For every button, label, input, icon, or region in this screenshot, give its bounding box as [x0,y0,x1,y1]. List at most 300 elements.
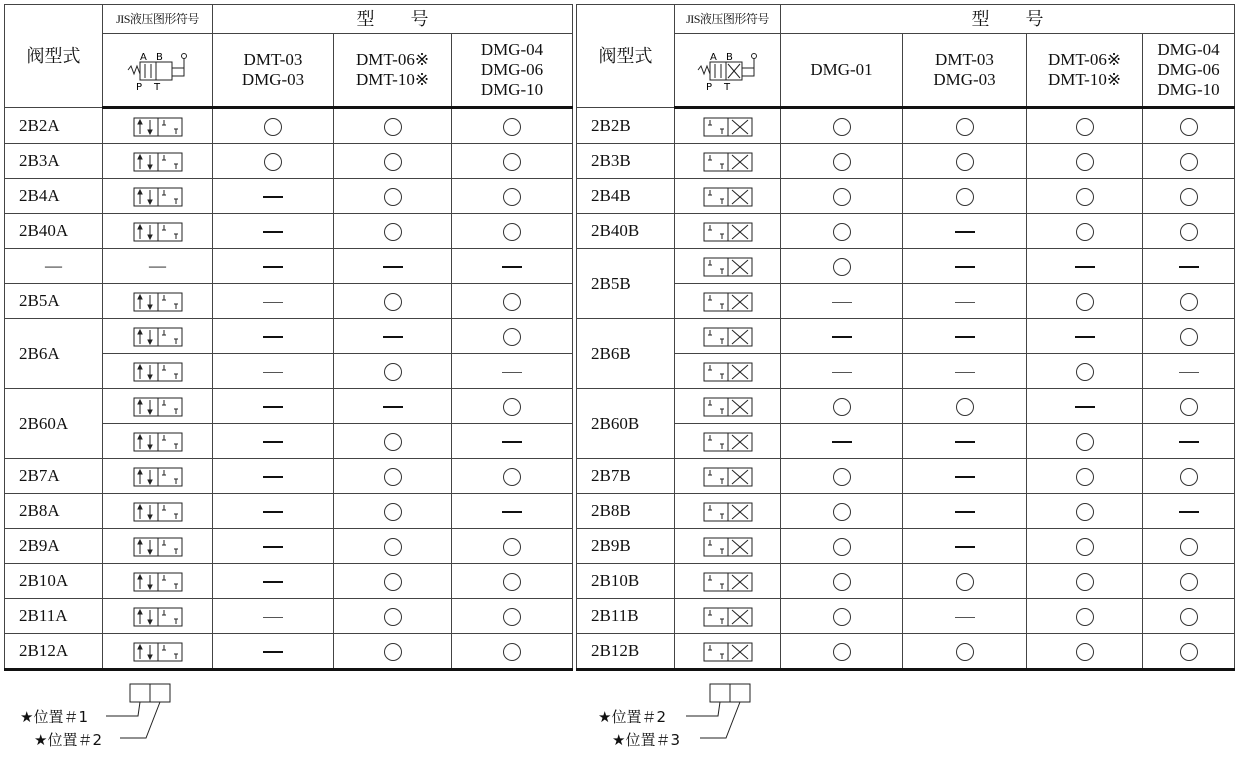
availability-cell [1027,599,1143,634]
legend-position-2: ★位置＃2 [34,731,102,749]
model-col-2: DMT-06※ DMT-10※ [334,34,452,108]
available-circle-icon [956,398,974,416]
symbol-cell [675,144,781,179]
valve-symbol-icon [132,642,184,662]
available-circle-icon [833,503,851,521]
unavailable-dash-icon [955,546,975,548]
legend-position-2: ★位置＃2 [598,708,666,726]
valve-symbol-icon [702,362,754,382]
availability-cell [781,389,903,424]
unavailable-dash-icon [263,546,283,548]
valve-symbol-icon [702,467,754,487]
available-circle-icon [833,468,851,486]
availability-cell [334,108,452,144]
valve-symbol-icon [132,222,184,242]
availability-cell [1143,179,1235,214]
availability-cell [1027,179,1143,214]
svg-text:P: P [705,82,712,92]
available-circle-icon [1180,293,1198,311]
availability-cell [903,389,1027,424]
available-circle-icon [384,643,402,661]
symbol-cell [675,354,781,389]
table-row [5,459,573,494]
symbol-cell [675,599,781,634]
valve-symbol-icon [132,432,184,452]
availability-cell [452,529,573,564]
availability-cell [1143,108,1235,144]
table-row [5,389,573,424]
valve-type-cell: 2B10B [577,564,675,599]
valve-type-cell: 2B12B [577,634,675,670]
available-circle-icon [833,398,851,416]
availability-cell [781,144,903,179]
table-row [5,494,573,529]
availability-cell [452,424,573,459]
available-circle-icon [384,608,402,626]
available-circle-icon [1076,223,1094,241]
unavailable-dash-icon [1075,336,1095,338]
unavailable-dash-icon [1179,441,1199,443]
unavailable-dash-icon [955,617,975,618]
model-header: 型 号 [213,5,573,34]
availability-cell [781,459,903,494]
available-circle-icon [833,608,851,626]
availability-cell [1027,564,1143,599]
available-circle-icon [1076,363,1094,381]
valve-type-cell: 2B40B [577,214,675,249]
svg-text:P: P [135,82,142,92]
available-circle-icon [1076,433,1094,451]
symbol-cell [103,459,213,494]
availability-cell [1027,459,1143,494]
symbol-cell [103,389,213,424]
table-row [577,249,1235,284]
valve-symbol-icon [132,187,184,207]
availability-cell [213,599,334,634]
legend-position-1: ★位置＃1 [20,708,88,726]
valve-type-cell: 2B4A [5,179,103,214]
position-legend-diagram [100,680,190,750]
unavailable-dash-icon [1179,372,1199,373]
available-circle-icon [1076,573,1094,591]
available-circle-icon [1180,188,1198,206]
table-row [5,249,573,284]
symbol-cell [103,354,213,389]
available-circle-icon [384,573,402,591]
symbol-cell: — [103,249,213,284]
availability-cell [213,529,334,564]
available-circle-icon [1180,118,1198,136]
availability-cell [213,459,334,494]
valve-symbol-icon [702,257,754,277]
availability-cell [452,564,573,599]
symbol-cell [103,319,213,354]
availability-cell [334,424,452,459]
unavailable-dash-icon [955,336,975,338]
availability-cell [334,354,452,389]
available-circle-icon [1076,503,1094,521]
available-circle-icon [1180,328,1198,346]
unavailable-dash-icon [263,302,283,303]
availability-cell [781,284,903,319]
unavailable-dash-icon [263,651,283,653]
table-row [5,108,573,144]
valve-type-cell: 2B7B [577,459,675,494]
availability-cell [452,354,573,389]
availability-cell [452,459,573,494]
model-col-4: DMG-04 DMG-06 DMG-10 [1143,34,1235,108]
availability-cell [1143,354,1235,389]
unavailable-dash-icon [955,231,975,233]
availability-cell [334,634,452,670]
available-circle-icon [384,293,402,311]
table-row [577,108,1235,144]
unavailable-dash-icon [955,372,975,373]
available-circle-icon [384,503,402,521]
unavailable-dash-icon [263,336,283,338]
valve-type-cell: 2B60A [5,389,103,459]
jis-header-symbol [103,34,213,108]
availability-cell [452,144,573,179]
table-row [577,389,1235,424]
valve-type-cell: — [5,249,103,284]
valve-type-cell: 2B7A [5,459,103,494]
availability-cell [903,144,1027,179]
valve-symbol-icon [132,607,184,627]
symbol-cell [103,529,213,564]
valve-symbol-icon [132,397,184,417]
available-circle-icon [1180,468,1198,486]
valve-symbol-icon [702,222,754,242]
symbol-cell [675,214,781,249]
available-circle-icon [384,188,402,206]
valve-type-cell: 2B10A [5,564,103,599]
availability-cell [213,144,334,179]
valve-type-cell: 2B5A [5,284,103,319]
availability-cell [334,284,452,319]
unavailable-dash-icon [1075,406,1095,408]
valve-symbol-icon [132,537,184,557]
availability-cell [781,354,903,389]
symbol-cell [675,564,781,599]
table-row [5,564,573,599]
availability-cell [452,634,573,670]
valve-symbol-icon [132,362,184,382]
available-circle-icon [956,643,974,661]
availability-cell [781,249,903,284]
valve-symbol-icon [702,607,754,627]
availability-cell [334,179,452,214]
available-circle-icon [1076,188,1094,206]
table-row [5,179,573,214]
jis-header-symbol [675,34,781,108]
symbol-cell [103,424,213,459]
availability-cell [781,599,903,634]
availability-cell [903,354,1027,389]
available-circle-icon [503,398,521,416]
availability-cell [781,634,903,670]
valve-symbol-icon [132,467,184,487]
availability-cell [1027,354,1143,389]
symbol-cell [675,389,781,424]
valve-symbol-icon [702,397,754,417]
available-circle-icon [833,258,851,276]
valve-symbol-icon [126,48,190,92]
valve-type-header: 阀型式 [5,5,103,108]
valve-symbol-icon [702,642,754,662]
table-row [577,284,1235,319]
available-circle-icon [1180,398,1198,416]
available-circle-icon [1076,643,1094,661]
available-circle-icon [384,538,402,556]
availability-cell [781,319,903,354]
available-circle-icon [503,643,521,661]
availability-cell [781,529,903,564]
availability-cell [452,284,573,319]
unavailable-dash-icon [263,372,283,373]
available-circle-icon [1076,293,1094,311]
available-circle-icon [503,188,521,206]
valve-type-header: 阀型式 [577,5,675,108]
availability-cell [1143,214,1235,249]
unavailable-dash-icon [383,406,403,408]
availability-cell [213,424,334,459]
availability-cell [903,108,1027,144]
availability-cell [1027,529,1143,564]
available-circle-icon [1180,153,1198,171]
availability-cell [1143,599,1235,634]
availability-cell [1143,389,1235,424]
model-col-3: DMT-06※ DMT-10※ [1027,34,1143,108]
table-row [5,284,573,319]
valve-symbol-icon [702,187,754,207]
availability-cell [781,564,903,599]
symbol-cell [103,599,213,634]
available-circle-icon [384,153,402,171]
availability-cell [1143,249,1235,284]
table-row [577,494,1235,529]
unavailable-dash-icon [263,617,283,618]
svg-text:A: A [709,52,717,63]
valve-type-cell: 2B8B [577,494,675,529]
svg-text:A: A [139,52,147,63]
unavailable-dash-icon [263,441,283,443]
symbol-cell [675,108,781,144]
availability-cell [334,389,452,424]
available-circle-icon [956,153,974,171]
availability-cell [781,214,903,249]
availability-cell [903,179,1027,214]
jis-symbol-header: JIS液压图形符号 [675,5,781,34]
availability-cell [213,214,334,249]
availability-cell [1027,319,1143,354]
symbol-cell [103,214,213,249]
availability-cell [781,179,903,214]
table-row [577,179,1235,214]
available-circle-icon [833,573,851,591]
valve-symbol-icon [702,292,754,312]
unavailable-dash-icon [955,441,975,443]
symbol-cell [675,179,781,214]
table-row [577,424,1235,459]
available-circle-icon [503,328,521,346]
unavailable-dash-icon [263,196,283,198]
available-circle-icon [384,223,402,241]
left-spec-table [4,4,573,671]
symbol-cell [103,284,213,319]
valve-symbol-icon [132,572,184,592]
available-circle-icon [1076,468,1094,486]
unavailable-dash-icon [832,336,852,338]
unavailable-dash-icon [955,266,975,268]
valve-type-cell: 2B40A [5,214,103,249]
unavailable-dash-icon [955,476,975,478]
valve-type-cell: 2B9A [5,529,103,564]
valve-type-cell: 2B9B [577,529,675,564]
table-row [577,599,1235,634]
table-row [5,634,573,670]
unavailable-dash-icon [832,372,852,373]
valve-symbol-icon [702,502,754,522]
available-circle-icon [1076,118,1094,136]
available-circle-icon [1180,538,1198,556]
available-circle-icon [384,468,402,486]
svg-text:B: B [725,52,733,63]
symbol-cell [675,249,781,284]
unavailable-dash-icon [502,441,522,443]
availability-cell [334,599,452,634]
unavailable-dash-icon [832,302,852,303]
availability-cell [1143,564,1235,599]
table-row [577,459,1235,494]
availability-cell [1143,459,1235,494]
availability-cell [1143,634,1235,670]
table-row [5,214,573,249]
symbol-cell [675,319,781,354]
availability-cell [452,389,573,424]
valve-symbol-icon [702,327,754,347]
availability-cell [1027,634,1143,670]
unavailable-dash-icon [383,336,403,338]
availability-cell [334,214,452,249]
valve-symbol-icon [702,152,754,172]
available-circle-icon [833,188,851,206]
available-circle-icon [384,118,402,136]
symbol-cell [675,529,781,564]
unavailable-dash-icon [955,511,975,513]
available-circle-icon [833,153,851,171]
available-circle-icon [1076,608,1094,626]
availability-cell [334,529,452,564]
table-row [5,144,573,179]
availability-cell [1027,249,1143,284]
available-circle-icon [264,118,282,136]
availability-cell [213,389,334,424]
available-circle-icon [384,433,402,451]
valve-type-cell: 2B8A [5,494,103,529]
availability-cell [452,108,573,144]
valve-type-cell: 2B6B [577,319,675,389]
unavailable-dash-icon [263,406,283,408]
symbol-cell [103,564,213,599]
availability-cell [1143,529,1235,564]
available-circle-icon [503,153,521,171]
available-circle-icon [503,538,521,556]
table-row [577,214,1235,249]
symbol-cell [103,144,213,179]
valve-type-cell: 2B2A [5,108,103,144]
available-circle-icon [503,468,521,486]
valve-type-cell: 2B12A [5,634,103,670]
availability-cell [1027,108,1143,144]
available-circle-icon [1076,538,1094,556]
unavailable-dash-icon [263,511,283,513]
valve-type-cell: 2B4B [577,179,675,214]
symbol-cell [103,494,213,529]
available-circle-icon [956,188,974,206]
table-row [577,319,1235,354]
unavailable-dash-icon [263,231,283,233]
valve-symbol-icon [702,572,754,592]
availability-cell [1143,424,1235,459]
symbol-cell [103,634,213,670]
model-col-1: DMG-01 [781,34,903,108]
availability-cell [213,179,334,214]
availability-cell [334,249,452,284]
availability-cell [903,634,1027,670]
availability-cell [903,284,1027,319]
unavailable-dash-icon [502,511,522,513]
availability-cell [213,108,334,144]
table-row [5,319,573,354]
svg-text:T: T [153,82,160,92]
availability-cell [1027,494,1143,529]
model-header: 型 号 [781,5,1235,34]
valve-type-cell: 2B6A [5,319,103,389]
symbol-cell [103,108,213,144]
availability-cell [903,529,1027,564]
available-circle-icon [503,608,521,626]
table-row [577,529,1235,564]
availability-cell [334,564,452,599]
available-circle-icon [264,153,282,171]
unavailable-dash-icon [832,441,852,443]
valve-symbol-icon [132,502,184,522]
availability-cell [334,459,452,494]
available-circle-icon [503,118,521,136]
unavailable-dash-icon [1179,266,1199,268]
available-circle-icon [1076,153,1094,171]
valve-type-cell: 2B11B [577,599,675,634]
valve-symbol-icon [132,152,184,172]
available-circle-icon [956,118,974,136]
valve-symbol-icon [696,48,760,92]
availability-cell [334,144,452,179]
available-circle-icon [1180,223,1198,241]
availability-cell [903,459,1027,494]
availability-cell [1143,144,1235,179]
availability-cell [452,494,573,529]
availability-cell [213,249,334,284]
model-col-2: DMT-03 DMG-03 [903,34,1027,108]
availability-cell [213,564,334,599]
svg-text:B: B [155,52,163,63]
availability-cell [1143,319,1235,354]
available-circle-icon [833,643,851,661]
availability-cell [1027,389,1143,424]
valve-type-cell: 2B2B [577,108,675,144]
availability-cell [334,494,452,529]
